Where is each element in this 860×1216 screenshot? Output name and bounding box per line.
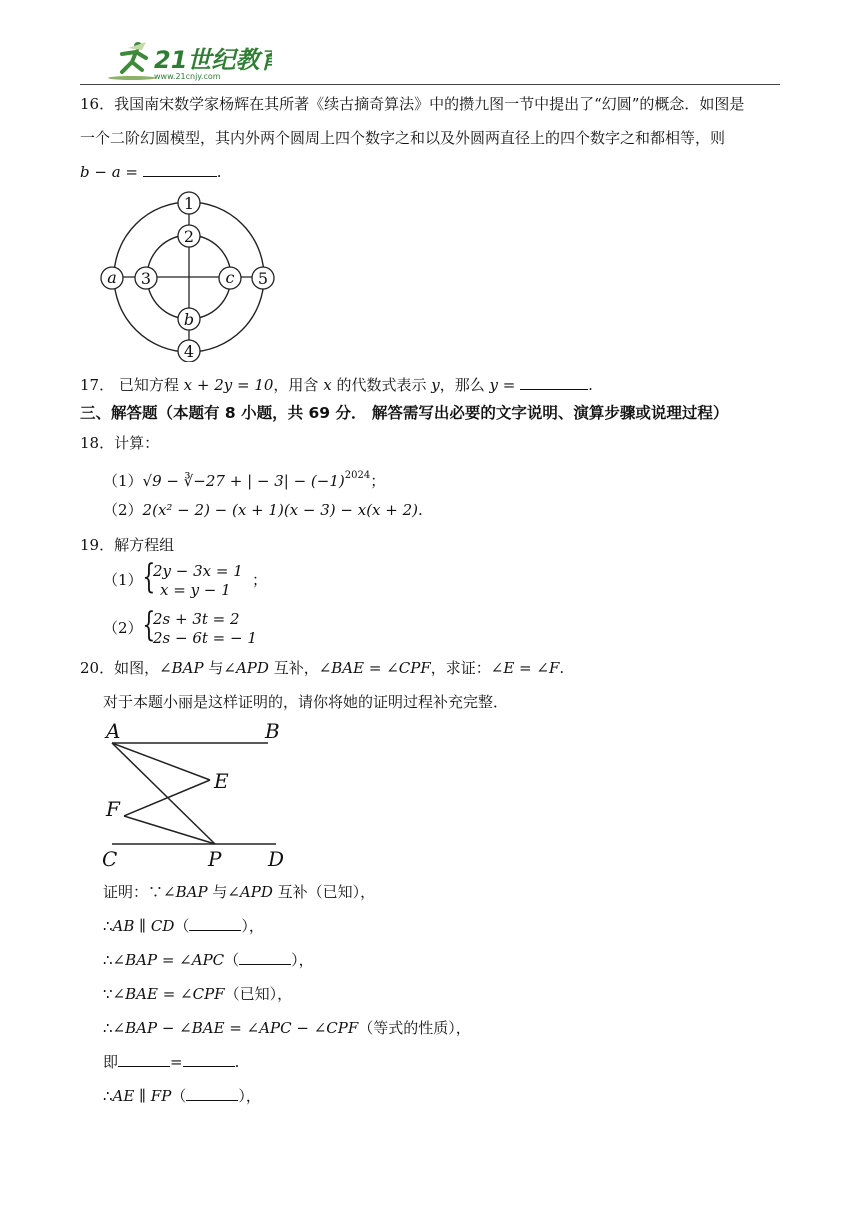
fig-num-2: 2 (183, 227, 195, 246)
fig-label-P: P (208, 847, 222, 871)
q16-line2: 一个二阶幻圆模型，其内外两个圆周上四个数字之和以及外圆两直径上的四个数字之和都相等，则 (80, 129, 726, 147)
proof-step-5: ∴∠BAP − ∠BAE = ∠APC − ∠CPF（等式的性质）， (103, 1019, 471, 1037)
q16-line1: 16．我国南宋数学家杨辉在其所著《续古摘奇算法》中的攒九图一节中提出了“幻圆”的概念．如图是 (80, 95, 745, 113)
parallel-lines-figure (98, 718, 298, 873)
header-divider (80, 84, 780, 85)
q19-p2-eq2: 2s − 6t = − 1 (153, 629, 257, 647)
fig-label-D: D (268, 847, 285, 871)
fig-num-4: 4 (183, 342, 195, 361)
proof-step-6: 即 = . (103, 1053, 240, 1071)
fig-var-b: b (183, 310, 195, 329)
q20-line1: 20．如图，∠BAP 与∠APD 互补，∠BAE = ∠CPF，求证：∠E = ∠F. (80, 659, 565, 677)
fig-label-C: C (102, 847, 118, 871)
q16-line3: b − a = . (80, 163, 222, 181)
proof-blank-5[interactable] (186, 1086, 238, 1101)
q16-expr: b − a = (80, 163, 138, 181)
q19-part1-label: （1） (103, 571, 143, 589)
proof-step-4: ∵∠BAE = ∠CPF（已知）， (103, 985, 293, 1003)
q18-title: 18．计算： (80, 434, 160, 452)
section-3-title: 三、解答题（本题有 8 小题，共 69 分． 解答需写出必要的文字说明、演算步骤或说理过程） (80, 404, 729, 422)
q18-part2: （2）2(x² − 2) − (x + 1)(x − 3) − x(x + 2). (103, 501, 423, 519)
fig-label-F: F (106, 797, 120, 821)
q19-part1-brace: { (142, 557, 156, 597)
fig-var-c: c (225, 268, 235, 287)
fig-label-B: B (265, 719, 280, 743)
logo-url-text: www.21cnjy.com (154, 72, 221, 81)
magic-circle-figure (98, 190, 278, 362)
q18-part1: （1）√9 − ∛−27 + | − $3| - (-1)^{2024}$； (103, 470, 386, 490)
q19-part1-end: ； (252, 571, 268, 589)
proof-step-3: ∴∠BAP = ∠APC（ ）， (103, 951, 314, 969)
proof-blank-1[interactable] (189, 916, 241, 931)
proof-step-1: 证明：∵∠BAP 与∠APD 互补（已知）， (103, 883, 376, 901)
q20-line2: 对于本题小丽是这样证明的，请你将她的证明过程补充完整． (103, 693, 509, 711)
proof-step-7: ∴AE ∥ FP（ ）， (103, 1087, 261, 1105)
proof-blank-2[interactable] (239, 950, 291, 965)
fig-num-1: 1 (183, 194, 195, 213)
q19-p2-eq1: 2s + 3t = 2 (153, 610, 240, 628)
q19-p1-eq1: 2y − 3x = 1 (153, 562, 243, 580)
proof-blank-3[interactable] (118, 1052, 170, 1067)
fig-var-a: a (107, 268, 117, 287)
logo-runner-icon (102, 38, 272, 82)
q17-line: 17． 已知方程 x + 2y = 10，用含 x 的代数式表示 y，那么 y = . (80, 376, 593, 394)
fig-label-E: E (214, 769, 229, 793)
q19-p1-eq2: x = y − 1 (160, 581, 231, 599)
proof-blank-4[interactable] (183, 1052, 235, 1067)
q17-answer-blank[interactable] (520, 375, 588, 390)
q16-answer-blank[interactable] (143, 162, 217, 177)
q19-part2-label: （2） (103, 619, 143, 637)
fig-label-A: A (106, 719, 121, 743)
logo-text: 21世纪教育 (154, 46, 272, 74)
q19-part2-brace: { (142, 605, 156, 645)
fig-num-5: 5 (257, 269, 269, 288)
proof-step-2: ∴AB ∥ CD（ ）， (103, 917, 264, 935)
q19-title: 19．解方程组 (80, 536, 175, 554)
fig-num-3: 3 (140, 269, 152, 288)
header-logo (102, 38, 272, 82)
